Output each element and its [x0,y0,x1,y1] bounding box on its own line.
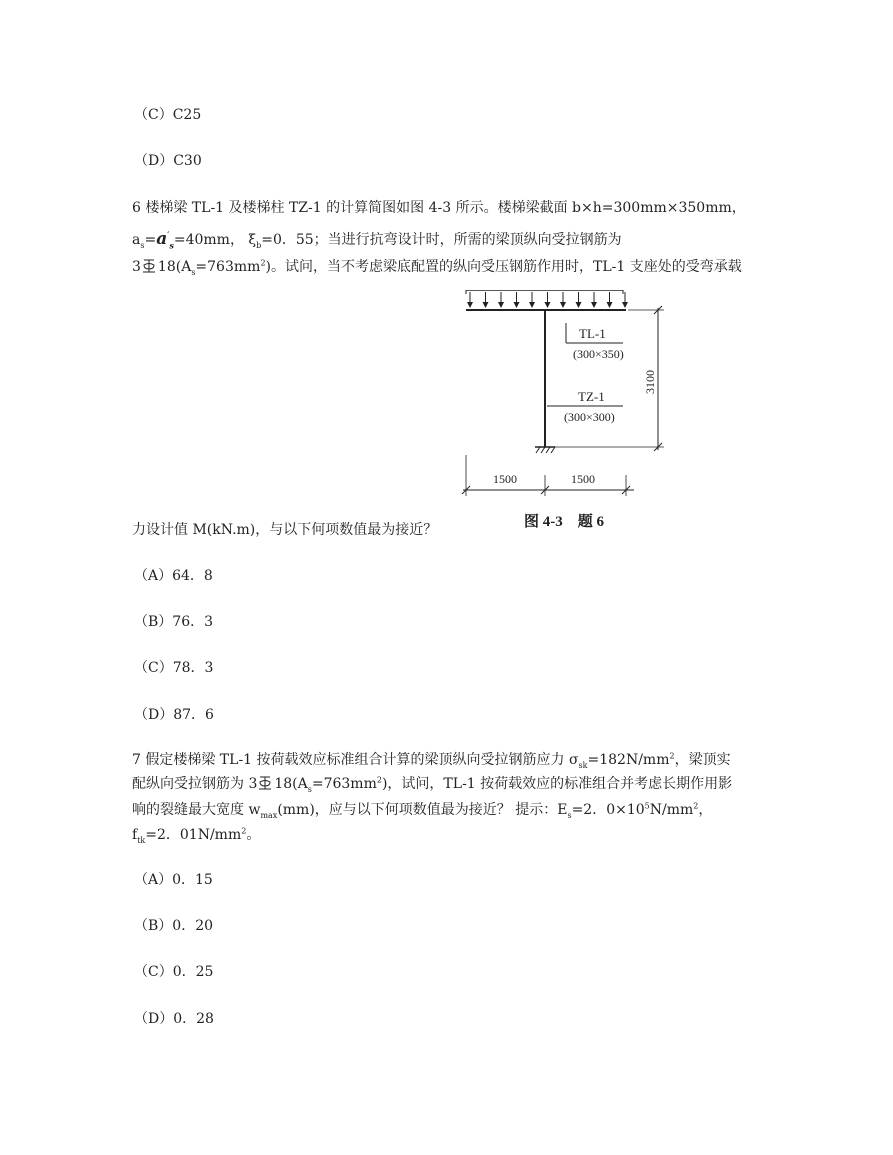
a-prime-symbol: $a'_s$ [156,229,174,251]
load-arrow-head [514,302,520,308]
q6-option-a: （A）64．8 [134,568,213,584]
q7-option-b: （B）0．20 [134,918,214,934]
load-arrow-head [622,302,628,308]
q6-text-line2: $a_s=a'_s=40mm$， $\xi_b=0$．55；当进行抗弯设计时，所需的梁顶纵向受拉钢筋为 [132,229,622,251]
right-dim-label: 1500 [571,472,595,486]
q6-option-d: （D）87．6 [134,707,214,723]
load-arrow-head [591,302,597,308]
load-arrow-head [576,302,582,308]
q7-option-d: （D）0．28 [134,1011,214,1027]
load-arrow-head [498,302,504,308]
load-arrow-head [467,302,473,308]
q7-text-line2: 配纵向受拉钢筋为 3 $18(A_s=763mm^2)$，试问，TL-1 按荷载效应的标准组合并考虑长期作用影 [132,775,733,794]
load-arrow-head [529,302,535,308]
q7-text-line1: 7 假定楼梯梁 TL-1 按荷载效应标准组合计算的梁顶纵向受拉钢筋应力 $\sigma_{sk}=182N/mm^2$，梁顶实 [132,751,731,770]
load-arrows [467,292,628,308]
fixed-support-icon [535,447,555,453]
q6-text-line1: 6 楼梯梁 TL-1 及楼梯柱 TZ-1 的计算简图如图 4-3 所示。楼梯梁截面 b×h=300mm×350mm， [132,200,746,216]
q5-option-d: （D）C30 [134,153,202,169]
height-dim-label: 3100 [643,370,657,394]
figure-caption: 图 4-3 题 6 [524,514,604,530]
q7-option-c: （C）0．25 [134,964,214,980]
column-label: TZ-1 [578,389,605,404]
q7-text-line4: $f_{tk}=2$．$01N/mm^2$。 [132,826,261,845]
span-dimension [462,455,634,496]
q6-option-c: （C）78．3 [134,660,214,676]
q6-text-line4: 力设计值 M(kN.m)，与以下何项数值最为接近？ [132,522,438,538]
beam-label: TL-1 [579,326,606,341]
load-arrow-head [560,302,566,308]
q6-text-line3: 3 $18(A_s=763mm^2)$。试问，当不考虑梁底配置的纵向受压钢筋作用时，TL-1 支座处的受弯承载 [132,258,742,277]
column-section: (300×300) [564,410,615,424]
q5-option-c: （C）C25 [134,107,202,123]
rebar-grade-icon [258,776,272,790]
beam-section: (300×350) [573,347,624,361]
left-dim-label: 1500 [493,472,517,486]
distributed-load [466,290,623,294]
load-arrow-head [545,302,551,308]
figure-4-3 [458,290,678,535]
q7-text-line3: 响的裂缝最大宽度 $w_{max}(mm)$，应与以下何项数值最为接近？ 提示：$E_s=2$．$0\times 10^5N/mm^2$， [132,801,713,820]
load-arrow-head [483,302,489,308]
rebar-grade-icon [142,259,156,273]
q6-option-b: （B）76．3 [134,614,214,630]
load-arrow-head [607,302,613,308]
q7-option-a: （A）0．15 [134,872,213,888]
